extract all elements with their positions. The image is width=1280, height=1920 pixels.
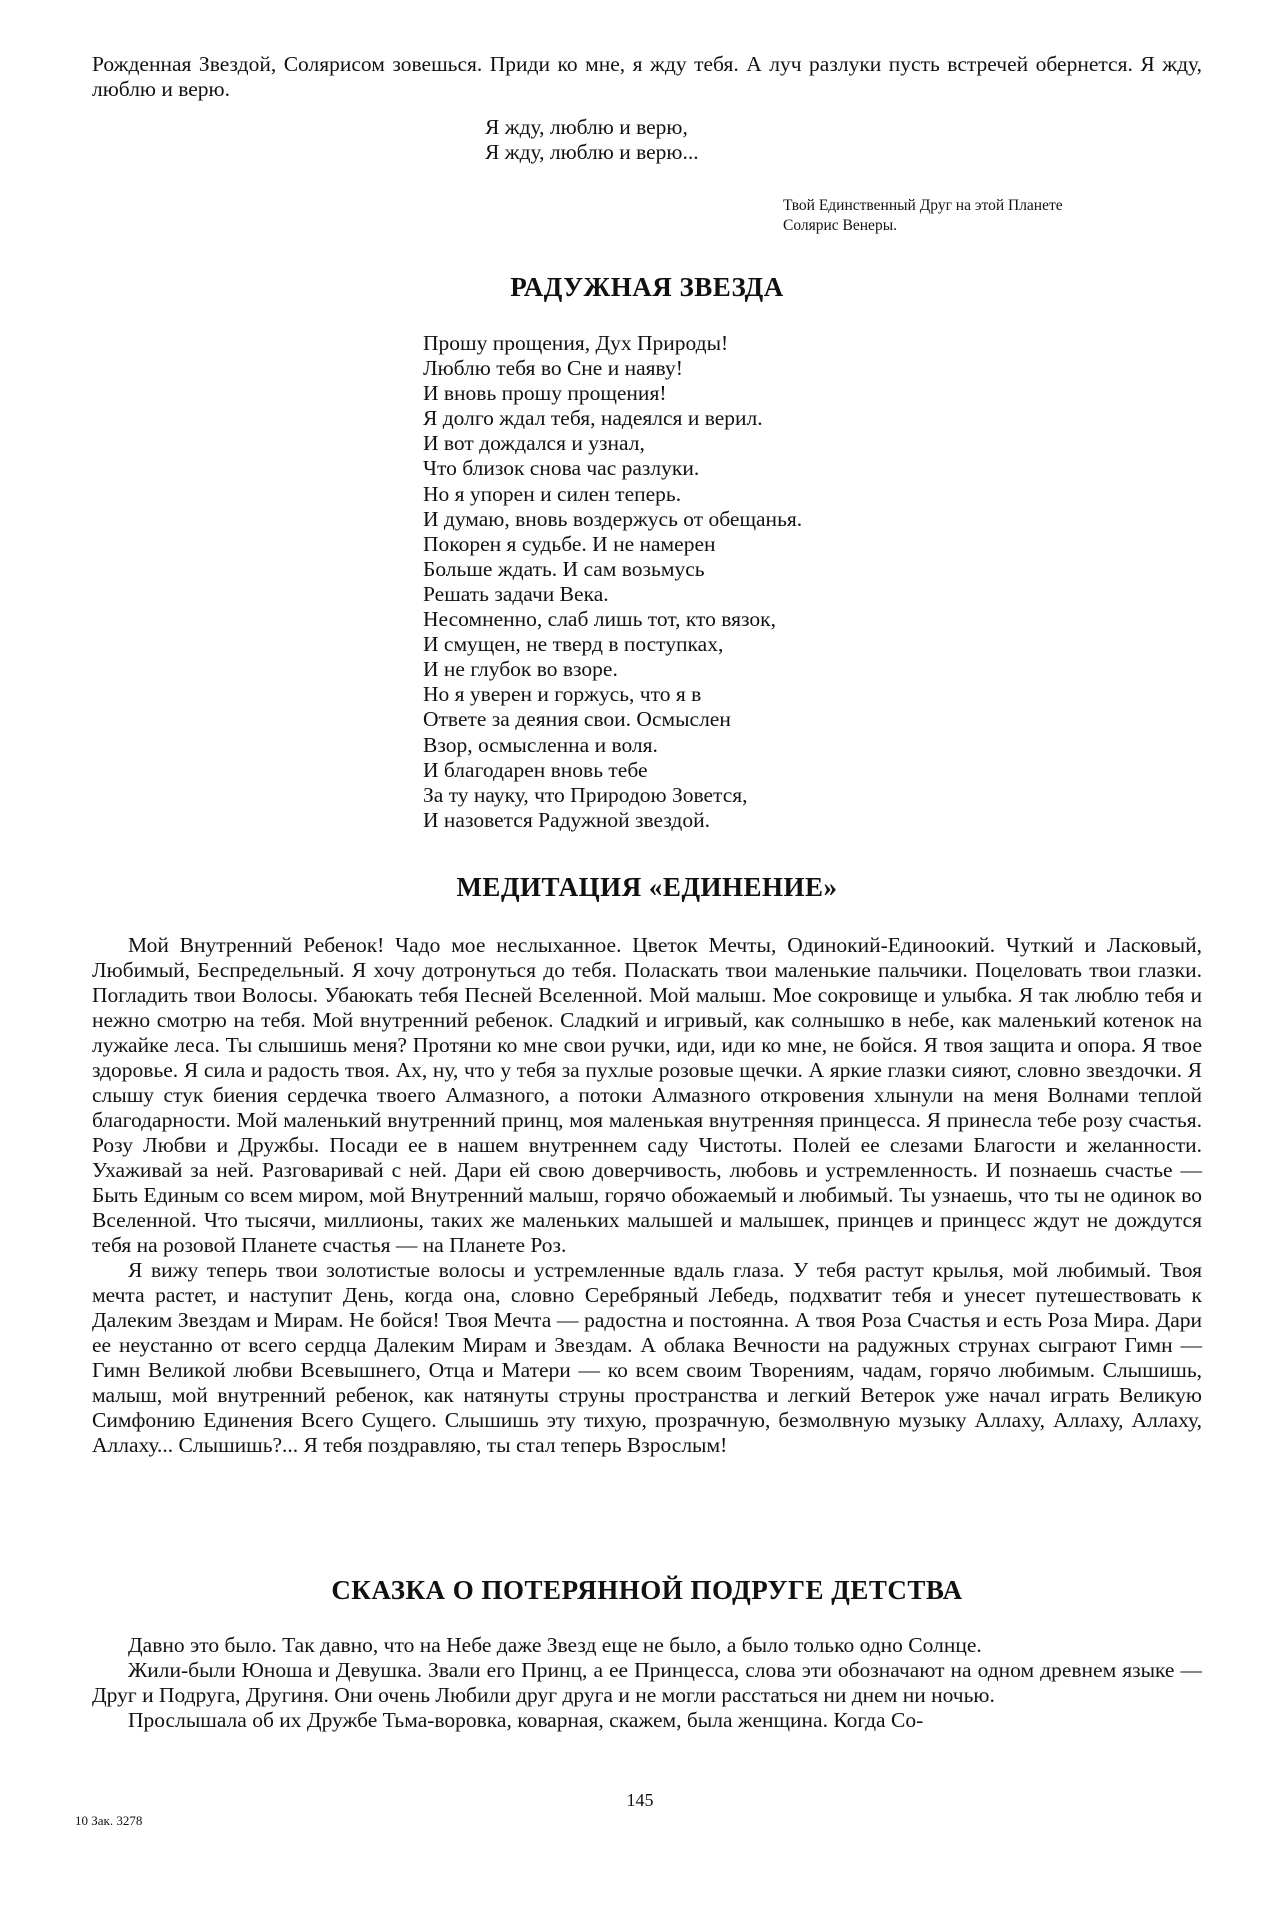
paragraph: Мой Внутренний Ребенок! Чадо мое неслыханное. Цветок Мечты, Одинокий-Единоокий. Чуткий и Ласковый, Любимый, Беспредельный. Я хочу дотронуться до тебя. Поласкать твои маленькие пальчики. Поцеловать твои глазки. Погладить твои Волосы. Убаюкать тебя Песней Вселенной. Мой малыш. Мое сокровище и улыбка. Я так люблю тебя и нежно смотрю на тебя. Мой внутренний ребенок. Сладкий и игривый, как солнышко в небе, как маленький котенок на лужайке леса. Ты слышишь меня? Протяни ко мне свои ручки, иди, иди ко мне, не бойся. Я твоя защита и опора. Я твое здоровье. Я сила и радость твоя. Ах, ну, что у тебя за пухлые розовые щечки. А яркие глазки сияют, словно звездочки. Я слышу стук биения сердечка твоего Алмазного, а потоки Алмазного откровения хлынули на меня Волнами теплой благодарности. Мой маленький внутренний принц, моя маленькая внутренняя принцесса. Я принесла тебе розу счастья. Розу Любви и Дружбы. Посади ее в нашем внутреннем саду Чистоты. Полей ее слезами Благости и желанности. Ухаживай за ней. Разговаривай с ней. Дари ей свою доверчивость, любовь и устремленность. И познаешь счастье — Быть Единым со всем миром, мой Внутренний малыш, горячо обожаемый и любимый. Ты узнаешь, что ты не одинок во Вселенной. Что тысячи, миллионы, таких же маленьких малышей и малышек, принцев и принцесс ждут не дождутся тебя на розовой Планете счастья — на Планете Роз. [92,933,1202,1257]
poem-line: И не глубок во взоре. [423,657,618,682]
page-number: 145 [626,1790,654,1810]
poem-line: Несомненно, слаб лишь тот, кто вязок, [423,607,776,632]
poem-line: И благодарен вновь тебе [423,757,648,782]
paragraph: Прослышала об их Дружбе Тьма-воровка, коварная, скажем, была женщина. Когда Со- [128,1708,924,1732]
intro-block [92,52,1202,102]
poem-line: Люблю тебя во Сне и наяву! [423,356,683,381]
poem-line: Прошу прощения, Дух Природы! [423,331,729,355]
poem-line: Больше ждать. И сам возьмусь [423,556,705,581]
poem-line: Я долго ждал тебя, надеялся и верил. [423,406,763,431]
intro-refrain [485,115,699,165]
poem [423,331,802,833]
section-title-fairy-tale: СКАЗКА О ПОТЕРЯННОЙ ПОДРУГЕ ДЕТСТВА [331,1575,963,1605]
poem-line: И назовется Радужной звездой. [423,807,710,832]
poem-line: Взор, осмысленна и воля. [423,732,658,757]
meditation-text [92,933,1202,1458]
poem-line: За ту науку, что Природою Зовется, [423,782,748,807]
paragraph: Жили-были Юноша и Девушка. Звали его Принц, а ее Принцесса, слова эти обозначают на одном древнем языке — Друг и Подруга, Другиня. Они очень Любили друг друга и не могли расстаться ни днем ни ночью. [92,1658,1202,1707]
signature-line: Твой Единственный Друг на этой Планете [783,197,1063,214]
section-title-rainbow-star: РАДУЖНАЯ ЗВЕЗДА [510,272,784,302]
poem-line: И вот дождался и узнал, [423,431,645,456]
fairy-tale-text [92,1633,1202,1733]
poem-line: И смущен, не тверд в поступках, [423,632,724,657]
intro-signature [783,196,1063,236]
poem-line: И думаю, вновь воздержусь от обещанья. [423,506,803,531]
signature-line: Солярис Венеры. [783,217,897,234]
poem-line: Ответе за деяния свои. Осмыслен [423,707,731,732]
poem-line: Решать задачи Века. [423,581,609,606]
paragraph: Давно это было. Так давно, что на Небе даже Звезд еще не было, а было только одно Солнце. [128,1633,982,1657]
paragraph: Я вижу теперь твои золотистые волосы и устремленные вдаль глаза. У тебя растут крылья, мой любимый. Твоя мечта растет, и наступит День, когда она, словно Серебряный Лебедь, подхватит тебя и унесет путешествовать к Далеким Звездам и Мирам. Не бойся! Твоя Мечта — радостна и постоянна. А твоя Роза Счастья и есть Роза Мира. Дари ее неустанно от всего сердца Далеким Мирам и Звездам. А облака Вечности на радужных струнах сыграют Гимн — Гимн Великой любви Всевышнего, Отца и Матери — ко всем своим Творениям, чадам, горячо любимым. Слышишь, малыш, мой внутренний ребенок, как натянуты струны пространства и легкий Ветерок уже начал играть Великую Симфонию Единения Всего Сущего. Слышишь эту тихую, прозрачную, безмолвную музыку Аллаху, Аллаху, Аллаху, Аллаху... Слышишь?... Я тебя поздравляю, ты стал теперь Взрослым! [92,1258,1202,1457]
poem-line: Но я уверен и горжусь, что я в [423,682,702,707]
refrain-line: Я жду, люблю и верю... [485,140,699,164]
print-order-mark: 10 Зак. 3278 [75,1813,143,1828]
section-title-meditation: МЕДИТАЦИЯ «ЕДИНЕНИЕ» [456,872,838,902]
poem-line: И вновь прошу прощения! [423,381,667,406]
refrain-line: Я жду, люблю и верю, [485,115,688,139]
intro-paragraph: Рожденная Звездой, Солярисом зовешься. Приди ко мне, я жду тебя. А луч разлуки пусть встречей обернется. Я жду, люблю и верю. [92,52,1202,101]
poem-line: Но я упорен и силен теперь. [423,481,682,506]
poem-line: Что близок снова час разлуки. [423,456,700,481]
poem-line: Покорен я судьбе. И не намерен [423,531,716,556]
